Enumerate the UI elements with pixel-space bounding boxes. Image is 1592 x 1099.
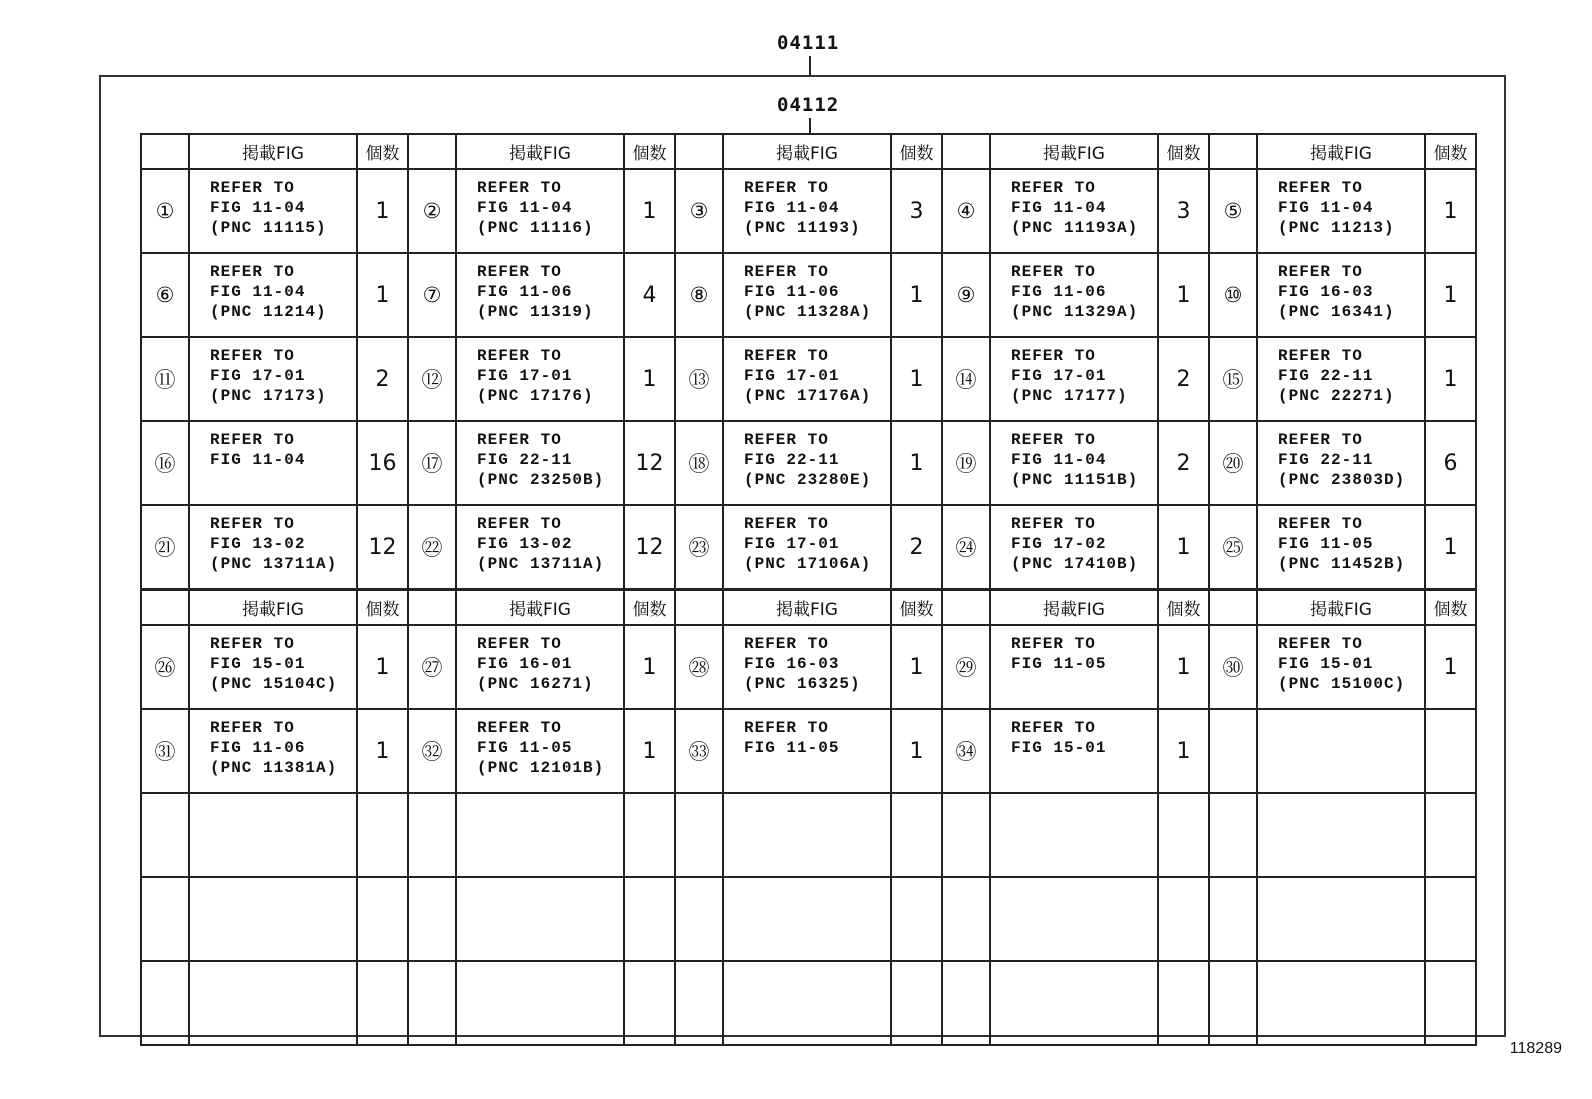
figure-reference xyxy=(189,421,357,505)
header-fig: 掲載FIG xyxy=(1257,590,1425,625)
reference-line3: (PNC 11151B) xyxy=(1011,471,1139,489)
reference-line3: (PNC 11213) xyxy=(1278,219,1395,237)
reference-line2: FIG 17-01 xyxy=(1011,367,1107,385)
reference-line3: (PNC 11329A) xyxy=(1011,303,1139,321)
quantity: 1 xyxy=(624,169,675,253)
table-row xyxy=(141,421,1476,505)
figure-reference xyxy=(189,877,357,961)
table-row xyxy=(141,793,1476,877)
reference-line2: FIG 17-02 xyxy=(1011,535,1107,553)
figure-reference xyxy=(990,505,1158,589)
item-number: ⑥ xyxy=(141,253,189,337)
quantity: 1 xyxy=(357,625,408,709)
item-number xyxy=(675,793,723,877)
header-qty: 個数 xyxy=(357,590,408,625)
quantity: 2 xyxy=(1158,337,1209,421)
reference-line2: FIG 13-02 xyxy=(477,535,573,553)
quantity: 1 xyxy=(357,169,408,253)
reference-line2: FIG 22-11 xyxy=(1278,367,1374,385)
figure-reference xyxy=(456,793,624,877)
reference-line2: FIG 11-05 xyxy=(1011,655,1107,673)
item-number: ⑫ xyxy=(408,337,456,421)
reference-line1: REFER TO xyxy=(1011,635,1096,653)
item-number xyxy=(675,877,723,961)
reference-line2: FIG 11-04 xyxy=(744,199,840,217)
reference-line1: REFER TO xyxy=(1278,347,1363,365)
quantity: 1 xyxy=(624,625,675,709)
reference-line3: (PNC 22271) xyxy=(1278,387,1395,405)
header-qty: 個数 xyxy=(891,590,942,625)
reference-line3: (PNC 23250B) xyxy=(477,471,605,489)
sub-assembly-label: 04112 xyxy=(777,94,840,116)
quantity: 12 xyxy=(357,505,408,589)
reference-line1: REFER TO xyxy=(1278,431,1363,449)
item-number: ⑭ xyxy=(942,337,990,421)
item-number xyxy=(1209,709,1257,793)
quantity: 2 xyxy=(891,505,942,589)
reference-line1: REFER TO xyxy=(477,263,562,281)
item-number: ③ xyxy=(675,169,723,253)
quantity xyxy=(1425,793,1476,877)
reference-line3: (PNC 15104C) xyxy=(210,675,338,693)
quantity: 1 xyxy=(1425,337,1476,421)
item-number: ㉗ xyxy=(408,625,456,709)
figure-reference xyxy=(456,337,624,421)
header-qty: 個数 xyxy=(1425,590,1476,625)
reference-line3: (PNC 11319) xyxy=(477,303,594,321)
reference-line3: (PNC 17176A) xyxy=(744,387,872,405)
quantity: 1 xyxy=(1425,625,1476,709)
quantity xyxy=(1158,961,1209,1045)
header-blank xyxy=(1209,590,1257,625)
item-number xyxy=(942,961,990,1045)
reference-line1: REFER TO xyxy=(1278,179,1363,197)
quantity: 1 xyxy=(1158,625,1209,709)
assembly-label: 04111 xyxy=(777,32,840,54)
figure-reference xyxy=(723,961,891,1045)
table-row xyxy=(141,877,1476,961)
quantity: 1 xyxy=(1158,253,1209,337)
item-number: ⑮ xyxy=(1209,337,1257,421)
reference-line2: FIG 11-06 xyxy=(1011,283,1107,301)
table-row xyxy=(141,709,1476,793)
item-number xyxy=(942,793,990,877)
header-qty: 個数 xyxy=(891,134,942,169)
figure-reference xyxy=(189,505,357,589)
reference-line1: REFER TO xyxy=(477,515,562,533)
figure-reference xyxy=(456,505,624,589)
figure-reference xyxy=(189,169,357,253)
quantity xyxy=(891,877,942,961)
header-fig: 掲載FIG xyxy=(1257,134,1425,169)
item-number: ⑳ xyxy=(1209,421,1257,505)
quantity: 6 xyxy=(1425,421,1476,505)
reference-line3: (PNC 17106A) xyxy=(744,555,872,573)
figure-reference xyxy=(723,421,891,505)
figure-reference xyxy=(1257,337,1425,421)
quantity: 1 xyxy=(357,709,408,793)
quantity xyxy=(357,793,408,877)
reference-line2: FIG 11-04 xyxy=(210,199,306,217)
quantity xyxy=(357,961,408,1045)
quantity xyxy=(1158,793,1209,877)
item-number: ㉛ xyxy=(141,709,189,793)
quantity: 2 xyxy=(1158,421,1209,505)
item-number: ② xyxy=(408,169,456,253)
reference-line3: (PNC 11381A) xyxy=(210,759,338,777)
item-number xyxy=(1209,793,1257,877)
quantity: 1 xyxy=(624,709,675,793)
parts-reference-table-2 xyxy=(140,589,1477,1046)
header-blank xyxy=(141,134,189,169)
item-number: ㉓ xyxy=(675,505,723,589)
item-number: ㉘ xyxy=(675,625,723,709)
item-number xyxy=(408,961,456,1045)
reference-line1: REFER TO xyxy=(1011,263,1096,281)
item-number: ⑪ xyxy=(141,337,189,421)
item-number: ⑱ xyxy=(675,421,723,505)
header-fig: 掲載FIG xyxy=(456,590,624,625)
reference-line3: (PNC 13711A) xyxy=(210,555,338,573)
reference-line2: FIG 13-02 xyxy=(210,535,306,553)
quantity: 4 xyxy=(624,253,675,337)
quantity xyxy=(624,793,675,877)
table-row xyxy=(141,337,1476,421)
quantity: 16 xyxy=(357,421,408,505)
reference-line3: (PNC 17177) xyxy=(1011,387,1128,405)
reference-line1: REFER TO xyxy=(210,515,295,533)
figure-reference xyxy=(189,793,357,877)
reference-line1: REFER TO xyxy=(1011,347,1096,365)
item-number: ① xyxy=(141,169,189,253)
reference-line2: FIG 16-01 xyxy=(477,655,573,673)
table-row xyxy=(141,169,1476,253)
reference-line3: (PNC 17176) xyxy=(477,387,594,405)
figure-reference xyxy=(189,253,357,337)
item-number: ⑯ xyxy=(141,421,189,505)
reference-line1: REFER TO xyxy=(744,635,829,653)
quantity: 1 xyxy=(357,253,408,337)
table-row xyxy=(141,961,1476,1045)
header-fig: 掲載FIG xyxy=(723,134,891,169)
reference-line3: (PNC 13711A) xyxy=(477,555,605,573)
quantity xyxy=(891,961,942,1045)
item-number: ㉑ xyxy=(141,505,189,589)
header-fig: 掲載FIG xyxy=(189,134,357,169)
quantity: 12 xyxy=(624,421,675,505)
header-qty: 個数 xyxy=(1158,590,1209,625)
header-blank xyxy=(675,134,723,169)
reference-line1: REFER TO xyxy=(1011,515,1096,533)
assembly-leader-line xyxy=(809,56,811,76)
quantity xyxy=(1425,877,1476,961)
figure-id: 118289 xyxy=(1509,1040,1562,1057)
reference-line1: REFER TO xyxy=(210,431,295,449)
figure-reference xyxy=(1257,169,1425,253)
item-number xyxy=(1209,961,1257,1045)
figure-reference xyxy=(456,709,624,793)
reference-line3: (PNC 15100C) xyxy=(1278,675,1406,693)
figure-reference xyxy=(723,337,891,421)
reference-line3: (PNC 11116) xyxy=(477,219,594,237)
reference-line1: REFER TO xyxy=(1011,179,1096,197)
quantity: 1 xyxy=(1158,505,1209,589)
figure-reference xyxy=(456,877,624,961)
quantity: 1 xyxy=(1425,505,1476,589)
quantity: 1 xyxy=(891,337,942,421)
item-number: ㉕ xyxy=(1209,505,1257,589)
reference-line3: (PNC 23280E) xyxy=(744,471,872,489)
reference-line2: FIG 11-05 xyxy=(477,739,573,757)
reference-line3: (PNC 16325) xyxy=(744,675,861,693)
header-blank xyxy=(1209,134,1257,169)
header-fig: 掲載FIG xyxy=(990,590,1158,625)
table-row xyxy=(141,625,1476,709)
item-number: ㉙ xyxy=(942,625,990,709)
item-number: ⑬ xyxy=(675,337,723,421)
quantity: 1 xyxy=(891,421,942,505)
quantity: 2 xyxy=(357,337,408,421)
reference-line1: REFER TO xyxy=(1278,263,1363,281)
reference-line2: FIG 16-03 xyxy=(1278,283,1374,301)
header-qty: 個数 xyxy=(1425,134,1476,169)
table-row xyxy=(141,505,1476,589)
reference-line3: (PNC 11452B) xyxy=(1278,555,1406,573)
header-qty: 個数 xyxy=(1158,134,1209,169)
reference-line1: REFER TO xyxy=(744,719,829,737)
figure-reference xyxy=(723,169,891,253)
item-number: ⑤ xyxy=(1209,169,1257,253)
reference-line2: FIG 22-11 xyxy=(477,451,573,469)
figure-reference xyxy=(456,421,624,505)
item-number xyxy=(141,961,189,1045)
figure-reference xyxy=(990,877,1158,961)
reference-line2: FIG 11-05 xyxy=(744,739,840,757)
figure-reference xyxy=(1257,625,1425,709)
reference-line1: REFER TO xyxy=(744,347,829,365)
reference-line1: REFER TO xyxy=(210,719,295,737)
item-number: ④ xyxy=(942,169,990,253)
reference-line1: REFER TO xyxy=(477,179,562,197)
item-number: ㉜ xyxy=(408,709,456,793)
figure-reference xyxy=(456,625,624,709)
item-number xyxy=(141,877,189,961)
header-qty: 個数 xyxy=(624,590,675,625)
item-number: ⑧ xyxy=(675,253,723,337)
item-number: ⑨ xyxy=(942,253,990,337)
reference-line1: REFER TO xyxy=(477,347,562,365)
reference-line2: FIG 11-04 xyxy=(1278,199,1374,217)
header-blank xyxy=(141,590,189,625)
header-fig: 掲載FIG xyxy=(990,134,1158,169)
quantity: 1 xyxy=(891,253,942,337)
reference-line2: FIG 22-11 xyxy=(1278,451,1374,469)
reference-line3: (PNC 11214) xyxy=(210,303,327,321)
header-fig: 掲載FIG xyxy=(189,590,357,625)
figure-reference xyxy=(723,505,891,589)
figure-reference xyxy=(189,709,357,793)
item-number xyxy=(675,961,723,1045)
reference-line1: REFER TO xyxy=(1011,431,1096,449)
quantity xyxy=(624,877,675,961)
reference-line1: REFER TO xyxy=(744,431,829,449)
figure-reference xyxy=(990,169,1158,253)
reference-line3: (PNC 11328A) xyxy=(744,303,872,321)
header-blank xyxy=(942,134,990,169)
reference-line1: REFER TO xyxy=(477,635,562,653)
parts-reference-table-1 xyxy=(140,133,1477,590)
reference-line1: REFER TO xyxy=(210,263,295,281)
item-number: ㉝ xyxy=(675,709,723,793)
header-fig: 掲載FIG xyxy=(456,134,624,169)
figure-reference xyxy=(456,169,624,253)
quantity xyxy=(891,793,942,877)
quantity: 1 xyxy=(1425,253,1476,337)
figure-reference xyxy=(990,421,1158,505)
figure-reference xyxy=(189,961,357,1045)
figure-reference xyxy=(990,253,1158,337)
figure-reference xyxy=(723,793,891,877)
item-number xyxy=(1209,877,1257,961)
figure-reference xyxy=(1257,709,1425,793)
reference-line2: FIG 15-01 xyxy=(1011,739,1107,757)
figure-reference xyxy=(189,625,357,709)
item-number: ⑩ xyxy=(1209,253,1257,337)
reference-line1: REFER TO xyxy=(477,431,562,449)
item-number: ㉒ xyxy=(408,505,456,589)
header-blank xyxy=(408,590,456,625)
figure-reference xyxy=(723,877,891,961)
quantity: 1 xyxy=(891,625,942,709)
item-number: ㉚ xyxy=(1209,625,1257,709)
reference-line1: REFER TO xyxy=(210,635,295,653)
figure-reference xyxy=(1257,253,1425,337)
reference-line1: REFER TO xyxy=(744,515,829,533)
reference-line3: (PNC 17173) xyxy=(210,387,327,405)
quantity xyxy=(624,961,675,1045)
figure-reference xyxy=(990,337,1158,421)
reference-line1: REFER TO xyxy=(744,179,829,197)
figure-reference xyxy=(1257,793,1425,877)
header-blank xyxy=(675,590,723,625)
reference-line1: REFER TO xyxy=(210,347,295,365)
quantity xyxy=(1425,961,1476,1045)
quantity: 1 xyxy=(1158,709,1209,793)
item-number: ⑰ xyxy=(408,421,456,505)
reference-line3: (PNC 17410B) xyxy=(1011,555,1139,573)
figure-reference xyxy=(189,337,357,421)
header-qty: 個数 xyxy=(624,134,675,169)
reference-line1: REFER TO xyxy=(210,179,295,197)
reference-line1: REFER TO xyxy=(744,263,829,281)
figure-reference xyxy=(990,625,1158,709)
figure-reference xyxy=(1257,877,1425,961)
quantity: 3 xyxy=(1158,169,1209,253)
reference-line2: FIG 11-04 xyxy=(1011,199,1107,217)
figure-reference xyxy=(723,253,891,337)
reference-line2: FIG 17-01 xyxy=(744,367,840,385)
reference-line3: (PNC 11193) xyxy=(744,219,861,237)
reference-line2: FIG 11-06 xyxy=(744,283,840,301)
figure-reference xyxy=(1257,421,1425,505)
quantity xyxy=(357,877,408,961)
quantity: 3 xyxy=(891,169,942,253)
figure-reference xyxy=(1257,505,1425,589)
reference-line3: (PNC 12101B) xyxy=(477,759,605,777)
quantity xyxy=(1425,709,1476,793)
figure-reference xyxy=(1257,961,1425,1045)
reference-line2: FIG 15-01 xyxy=(1278,655,1374,673)
reference-line3: (PNC 16271) xyxy=(477,675,594,693)
item-number xyxy=(408,793,456,877)
quantity xyxy=(1158,877,1209,961)
item-number: ㉖ xyxy=(141,625,189,709)
sub-assembly-leader-line xyxy=(809,118,811,134)
quantity: 1 xyxy=(891,709,942,793)
reference-line2: FIG 17-01 xyxy=(744,535,840,553)
header-fig: 掲載FIG xyxy=(723,590,891,625)
figure-reference xyxy=(456,961,624,1045)
item-number: ㉔ xyxy=(942,505,990,589)
figure-reference xyxy=(990,961,1158,1045)
reference-line1: REFER TO xyxy=(1278,635,1363,653)
reference-line1: REFER TO xyxy=(477,719,562,737)
reference-line2: FIG 11-04 xyxy=(210,283,306,301)
item-number xyxy=(141,793,189,877)
reference-line3: (PNC 16341) xyxy=(1278,303,1395,321)
header-qty: 個数 xyxy=(357,134,408,169)
header-blank xyxy=(942,590,990,625)
reference-line3: (PNC 11193A) xyxy=(1011,219,1139,237)
quantity: 1 xyxy=(624,337,675,421)
figure-reference xyxy=(723,709,891,793)
reference-line3: (PNC 23803D) xyxy=(1278,471,1406,489)
item-number: ⑲ xyxy=(942,421,990,505)
reference-line2: FIG 11-06 xyxy=(210,739,306,757)
item-number xyxy=(942,877,990,961)
figure-reference xyxy=(990,793,1158,877)
reference-line2: FIG 11-04 xyxy=(477,199,573,217)
header-blank xyxy=(408,134,456,169)
reference-line2: FIG 16-03 xyxy=(744,655,840,673)
figure-reference xyxy=(723,625,891,709)
figure-reference xyxy=(990,709,1158,793)
figure-reference xyxy=(456,253,624,337)
reference-line2: FIG 11-04 xyxy=(1011,451,1107,469)
table-row xyxy=(141,253,1476,337)
reference-line1: REFER TO xyxy=(1011,719,1096,737)
reference-line3: (PNC 11115) xyxy=(210,219,327,237)
reference-line2: FIG 15-01 xyxy=(210,655,306,673)
reference-line1: REFER TO xyxy=(1278,515,1363,533)
reference-line2: FIG 22-11 xyxy=(744,451,840,469)
quantity: 1 xyxy=(1425,169,1476,253)
item-number xyxy=(408,877,456,961)
quantity: 12 xyxy=(624,505,675,589)
item-number: ⑦ xyxy=(408,253,456,337)
item-number: ㉞ xyxy=(942,709,990,793)
reference-line2: FIG 11-04 xyxy=(210,451,306,469)
reference-line2: FIG 11-06 xyxy=(477,283,573,301)
reference-line2: FIG 17-01 xyxy=(210,367,306,385)
reference-line2: FIG 17-01 xyxy=(477,367,573,385)
reference-line2: FIG 11-05 xyxy=(1278,535,1374,553)
